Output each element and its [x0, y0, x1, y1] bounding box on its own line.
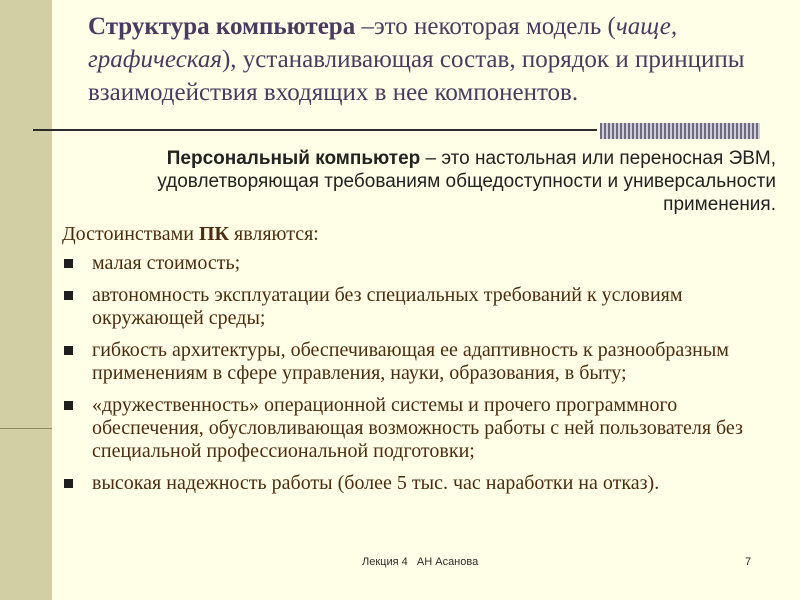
square-bullet-icon: [64, 479, 73, 488]
pc-term: Персональный компьютер: [166, 148, 421, 169]
advantages-list: [62, 252, 776, 504]
list-item: [62, 252, 776, 275]
pc-definition-text: – это настольная или переносная ЭВМ, удовлетворяющая требованиям общедоступности и универсальности применения.: [157, 148, 776, 215]
advantages-intro-strong: ПК: [198, 223, 229, 245]
slide-title: [88, 10, 758, 109]
list-item-text: гибкость архитектуры, обеспечивающая ее адаптивность к разнообразным применениям в сфере управления, науки, образования, в быту;: [92, 339, 729, 384]
square-bullet-icon: [64, 259, 73, 268]
list-item-text: высокая надежность работы (более 5 тыс. час наработки на отказ).: [92, 472, 660, 494]
advantages-intro-before: Достоинствами: [62, 223, 199, 245]
title-divider-line: [33, 129, 597, 131]
title-italic: чаще, графическая: [88, 13, 678, 73]
footer-caption: Лекция 4 АН Асанова: [362, 556, 479, 568]
title-part1: –это некоторая модель (: [355, 13, 616, 40]
list-item: [62, 472, 776, 495]
title-strong: Структура компьютера: [88, 13, 356, 40]
list-item-text: малая стоимость;: [92, 252, 241, 274]
page-number: 7: [745, 556, 752, 568]
title-divider-pattern: [600, 123, 760, 139]
slide-footer: [0, 556, 800, 572]
square-bullet-icon: [64, 401, 73, 410]
title-part2: ), устанавливающая состав, порядок и принципы взаимодействия входящих в нее компонентов.: [88, 46, 745, 106]
list-item: [62, 339, 776, 385]
band-gap: [52, 0, 53, 428]
advantages-intro-after: являются:: [229, 223, 319, 245]
list-item: [62, 394, 776, 463]
list-item-text: автономность эксплуатации без специальных требований к условиям окружающей среды;: [92, 284, 683, 329]
list-item: [62, 284, 776, 330]
list-item-text: «дружественность» операционной системы и прочего программного обеспечения, обусловливающая возможность работы с ней пользователя без специальной профессиональной подготовки;: [92, 394, 743, 462]
left-decorative-band: [0, 0, 52, 600]
square-bullet-icon: [64, 291, 73, 300]
pc-definition: [62, 147, 776, 216]
square-bullet-icon: [64, 346, 73, 355]
band-bottom-line: [0, 428, 52, 429]
advantages-heading: [62, 222, 319, 246]
